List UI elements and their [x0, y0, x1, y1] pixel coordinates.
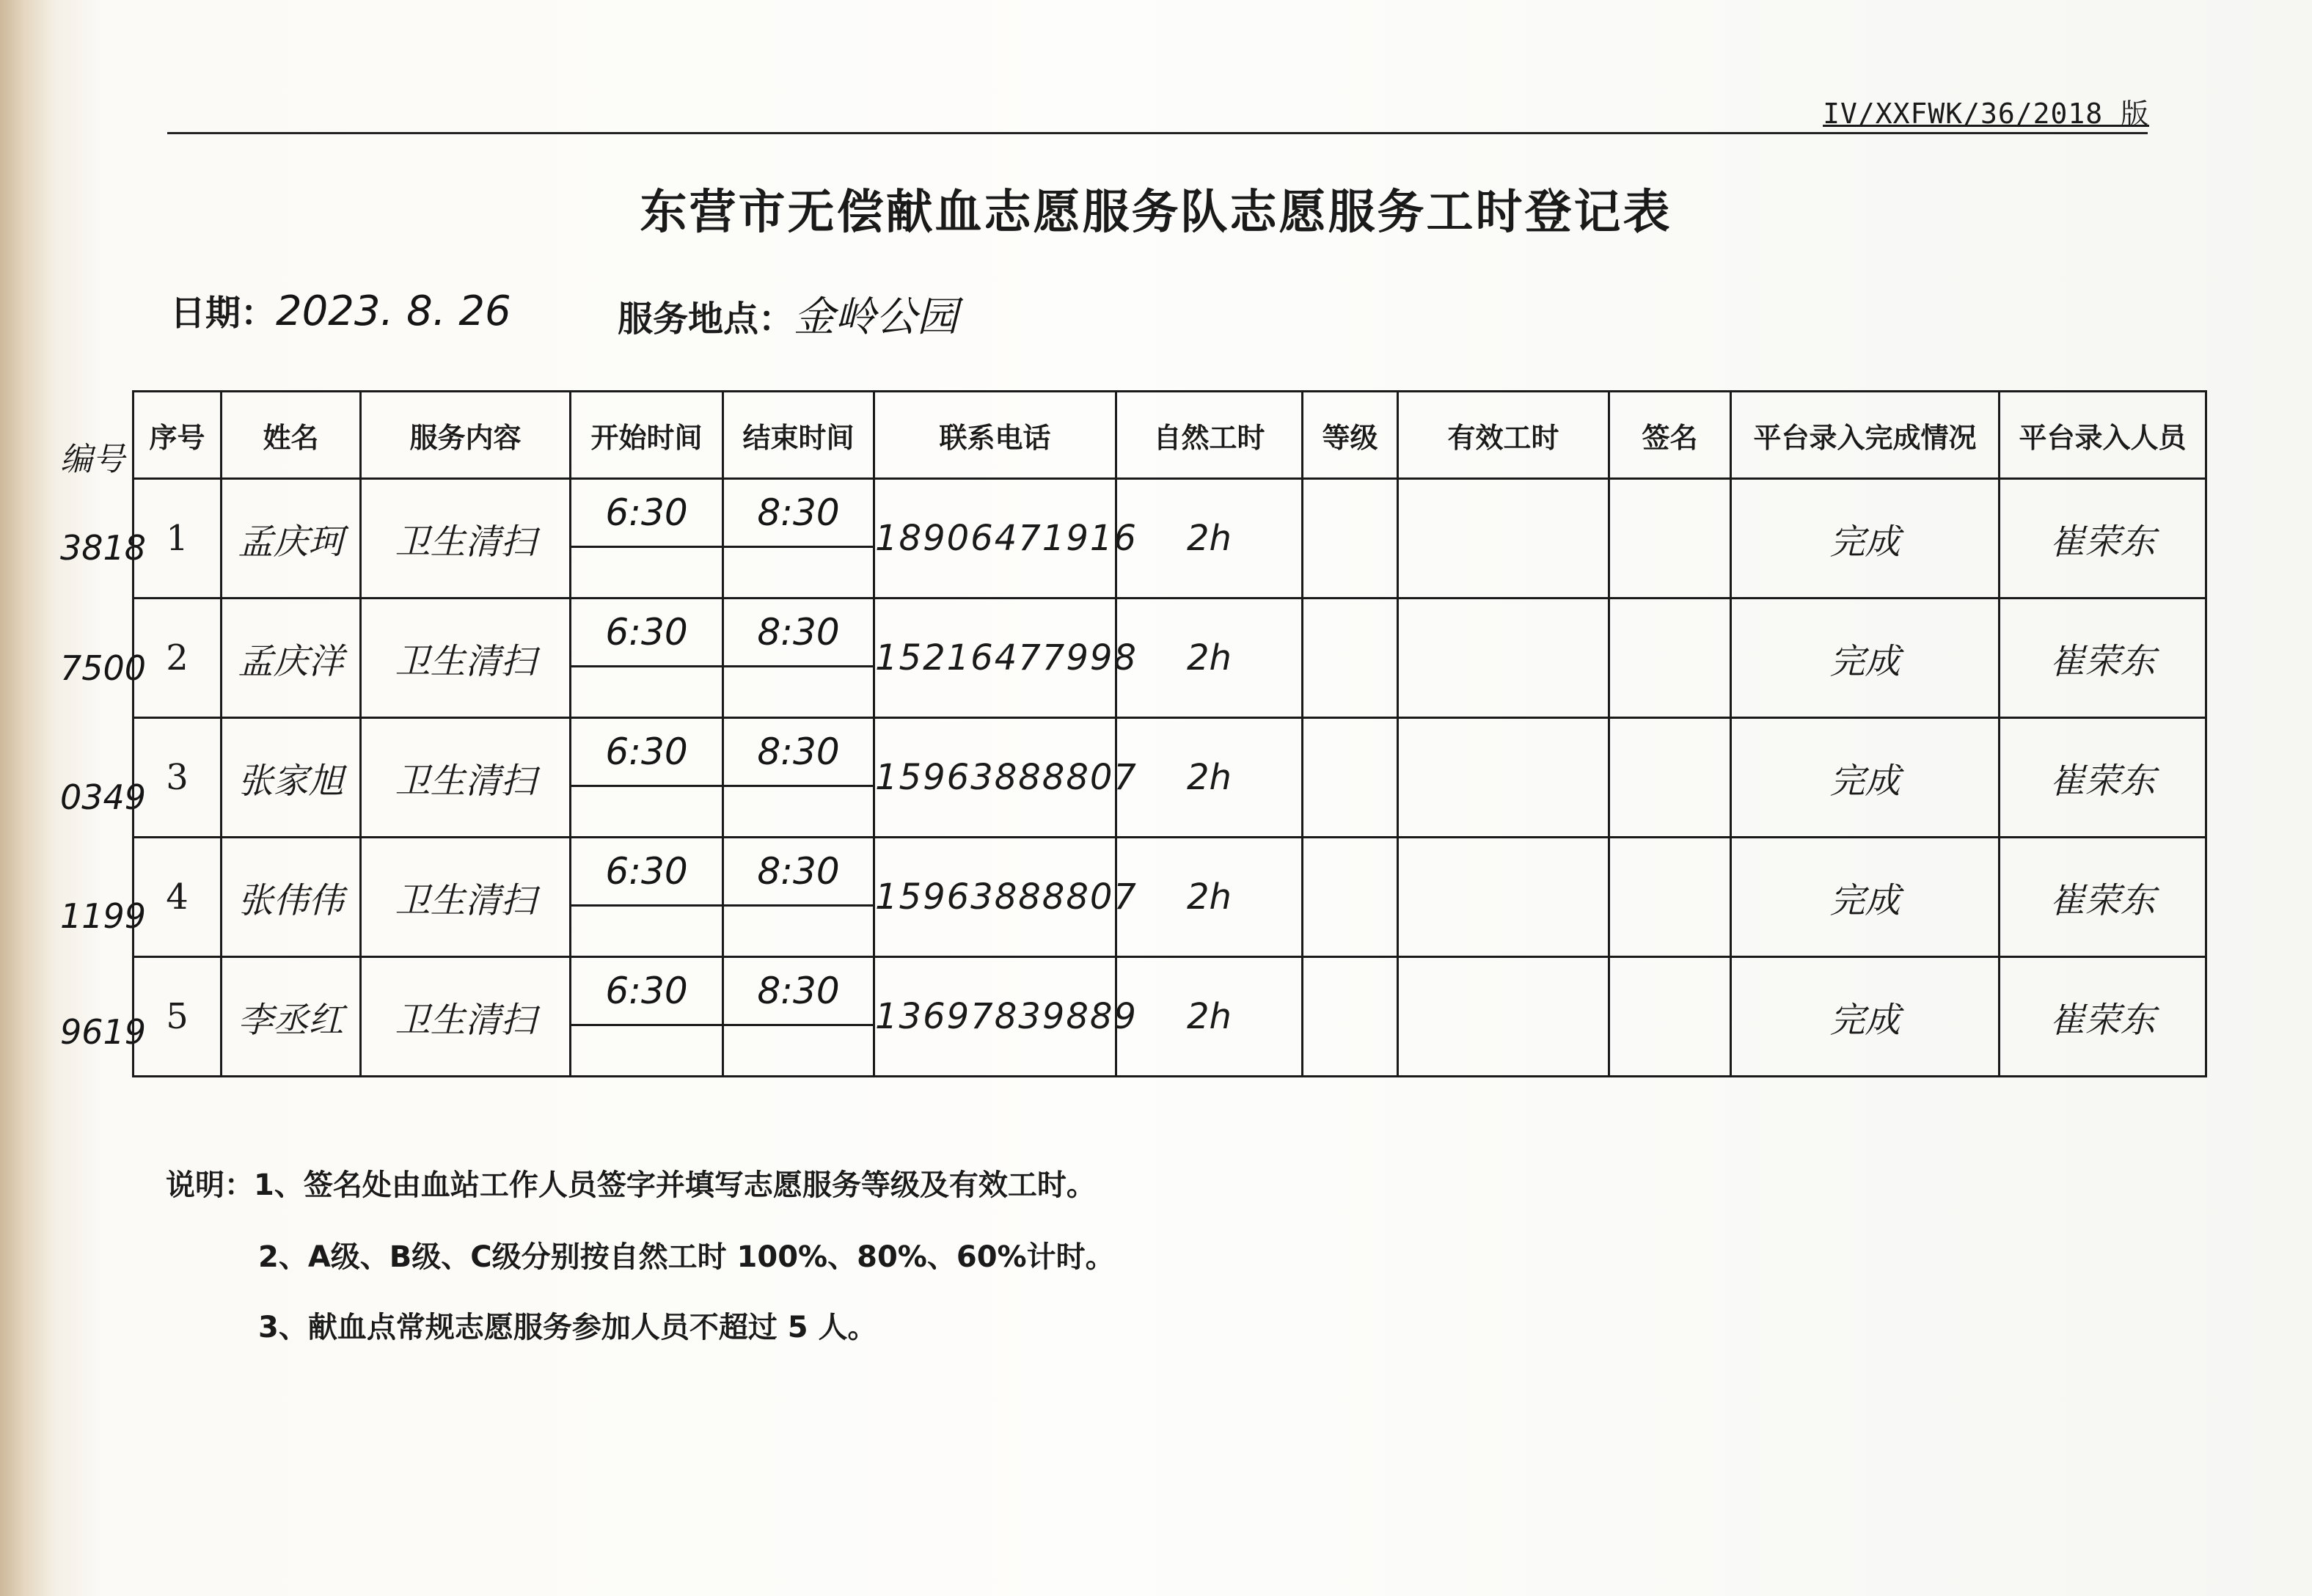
effective-cell [1398, 957, 1609, 1077]
start-time: 6:30 [571, 838, 722, 907]
content-cell: 卫生清扫 [361, 718, 571, 838]
seq-cell: 4 [133, 838, 222, 957]
end-cell [723, 957, 874, 1077]
form-title: 东营市无偿献血志愿服务队志愿服务工时登记表 [640, 186, 1672, 240]
id-column-header: 编号 [60, 441, 125, 478]
header-end: 结束时间 [723, 392, 874, 479]
recorder-cell: 崔荣东 [2000, 479, 2206, 598]
header-status: 平台录入完成情况 [1731, 392, 2000, 479]
row-id-5: 9619 [60, 1012, 147, 1052]
phone-cell: 15963888807 [874, 718, 1116, 838]
header-seq: 序号 [133, 392, 222, 479]
content-cell: 卫生清扫 [361, 598, 571, 718]
recorder-cell: 崔荣东 [2000, 957, 2206, 1077]
name-cell: 李丞红 [222, 957, 361, 1077]
hours-cell: 2h [1116, 598, 1303, 718]
start-cell [571, 957, 723, 1077]
content-cell: 卫生清扫 [361, 957, 571, 1077]
status-cell: 完成 [1731, 598, 2000, 718]
effective-cell [1398, 598, 1609, 718]
start-time: 6:30 [571, 480, 722, 548]
end-cell [723, 598, 874, 718]
recorder-cell: 崔荣东 [2000, 838, 2206, 957]
hours-cell: 2h [1116, 718, 1303, 838]
table-row [133, 957, 2206, 1077]
end-cell [723, 479, 874, 598]
seq-cell: 5 [133, 957, 222, 1077]
start-time: 6:30 [571, 599, 722, 667]
grade-cell [1303, 598, 1398, 718]
grade-cell [1303, 957, 1398, 1077]
table-row [133, 479, 2206, 598]
phone-cell: 18906471916 [874, 479, 1116, 598]
effective-cell [1398, 718, 1609, 838]
table-header-row [133, 392, 2206, 479]
document-code: IV/XXFWK/36/2018 版 [1823, 98, 2149, 130]
hours-cell: 2h [1116, 838, 1303, 957]
start-time: 6:30 [571, 719, 722, 787]
recorder-cell: 崔荣东 [2000, 598, 2206, 718]
location-value: 金岭公园 [794, 293, 959, 341]
date-line [170, 285, 511, 335]
table-row [133, 838, 2206, 957]
header-sign: 签名 [1609, 392, 1731, 479]
status-cell: 完成 [1731, 479, 2000, 598]
start-cell [571, 838, 723, 957]
header-recorder: 平台录入人员 [2000, 392, 2206, 479]
phone-cell: 15963888807 [874, 838, 1116, 957]
row-id-3: 0349 [60, 777, 147, 817]
sign-cell [1609, 957, 1731, 1077]
date-label: 日期： [170, 293, 277, 334]
row-id-1: 3818 [60, 528, 147, 568]
content-cell: 卫生清扫 [361, 479, 571, 598]
location-label: 服务地点： [618, 299, 794, 340]
end-cell [723, 838, 874, 957]
header-name: 姓名 [222, 392, 361, 479]
effective-cell [1398, 479, 1609, 598]
row-id-4: 1199 [60, 896, 147, 936]
effective-cell [1398, 838, 1609, 957]
grade-cell [1303, 718, 1398, 838]
registration-table [132, 390, 2207, 1077]
seq-cell: 1 [133, 479, 222, 598]
content-cell: 卫生清扫 [361, 838, 571, 957]
phone-cell: 13697839889 [874, 957, 1116, 1077]
start-cell [571, 479, 723, 598]
seq-cell: 3 [133, 718, 222, 838]
sign-cell [1609, 838, 1731, 957]
header-rule [167, 132, 2148, 134]
end-cell [723, 718, 874, 838]
note-1: 说明：1、签名处由血站工作人员签字并填写志愿服务等级及有效工时。 [166, 1168, 1096, 1202]
header-content: 服务内容 [361, 392, 571, 479]
table-row [133, 598, 2206, 718]
sign-cell [1609, 598, 1731, 718]
location-line [618, 285, 958, 343]
date-value: 2023. 8. 26 [276, 288, 511, 335]
hours-cell: 2h [1116, 957, 1303, 1077]
end-time: 8:30 [724, 599, 873, 667]
recorder-cell: 崔荣东 [2000, 718, 2206, 838]
name-cell: 孟庆洋 [222, 598, 361, 718]
header-start: 开始时间 [571, 392, 723, 479]
sign-cell [1609, 718, 1731, 838]
header-effective: 有效工时 [1398, 392, 1609, 479]
name-cell: 张伟伟 [222, 838, 361, 957]
row-id-2: 7500 [60, 648, 147, 688]
end-time: 8:30 [724, 958, 873, 1026]
hours-cell: 2h [1116, 479, 1303, 598]
note-3: 3、献血点常规志愿服务参加人员不超过 5 人。 [258, 1311, 877, 1344]
header-hours: 自然工时 [1116, 392, 1303, 479]
header-grade: 等级 [1303, 392, 1398, 479]
name-cell: 张家旭 [222, 718, 361, 838]
seq-cell: 2 [133, 598, 222, 718]
phone-cell: 15216477998 [874, 598, 1116, 718]
grade-cell [1303, 838, 1398, 957]
status-cell: 完成 [1731, 718, 2000, 838]
start-cell [571, 598, 723, 718]
sign-cell [1609, 479, 1731, 598]
status-cell: 完成 [1731, 957, 2000, 1077]
table-row [133, 718, 2206, 838]
header-phone: 联系电话 [874, 392, 1116, 479]
end-time: 8:30 [724, 480, 873, 548]
end-time: 8:30 [724, 719, 873, 787]
end-time: 8:30 [724, 838, 873, 907]
start-time: 6:30 [571, 958, 722, 1026]
status-cell: 完成 [1731, 838, 2000, 957]
grade-cell [1303, 479, 1398, 598]
name-cell: 孟庆珂 [222, 479, 361, 598]
note-2: 2、A级、B级、C级分别按自然工时 100%、80%、60%计时。 [258, 1240, 1115, 1274]
start-cell [571, 718, 723, 838]
